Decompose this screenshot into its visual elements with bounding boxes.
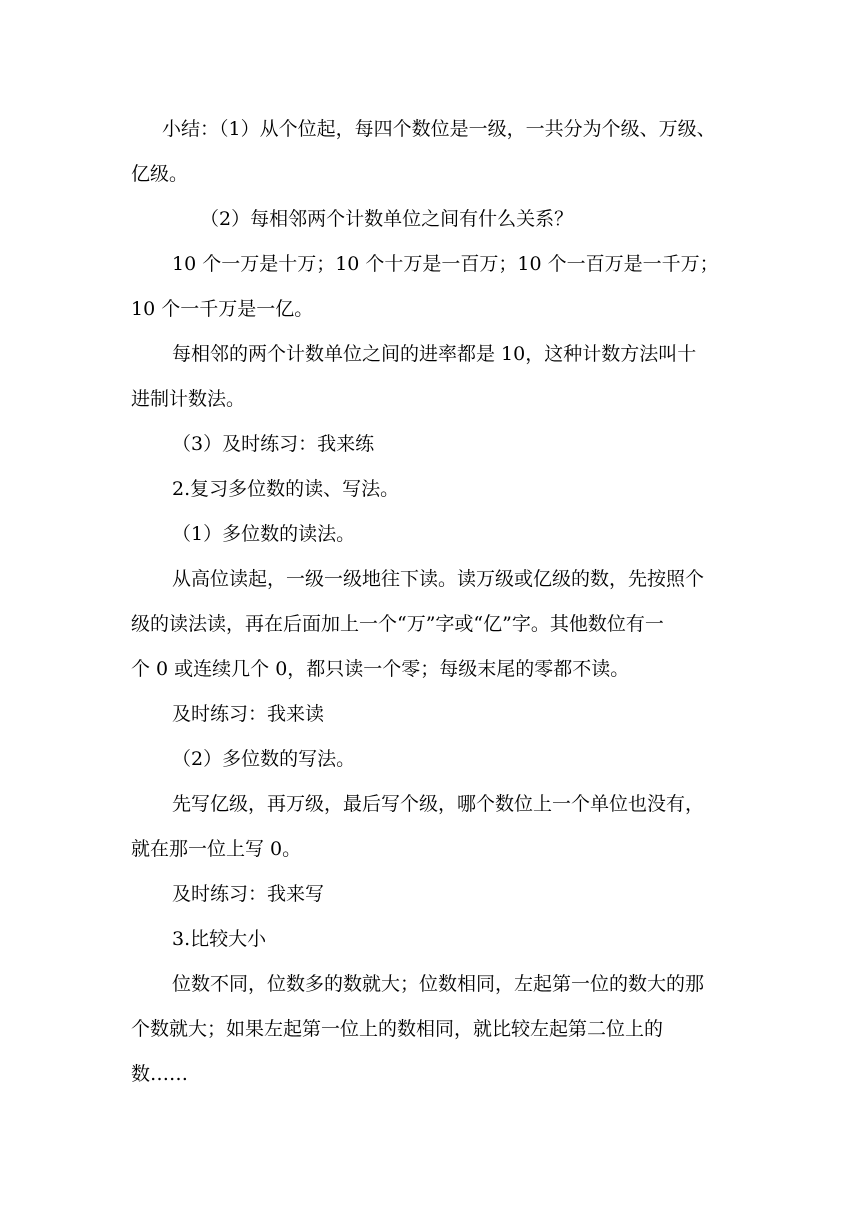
decimal-system-line-1: 每相邻的两个计数单位之间的进率都是 10，这种计数方法叫十	[172, 343, 697, 365]
decimal-system-line-2: 进制计数法。	[131, 388, 246, 410]
unit-relation-line-2: 10 个一千万是一亿。	[131, 298, 314, 320]
writing-rule-line-1: 先写亿级，再万级，最后写个级，哪个数位上一个单位也没有，	[172, 793, 705, 815]
compare-rule-line-2: 个数就大；如果左起第一位上的数相同，就比较左起第二位上的	[131, 1018, 664, 1040]
practice-writing: 及时练习：我来写	[172, 883, 325, 905]
section-2-heading: 2.复习多位数的读、写法。	[172, 478, 400, 500]
reading-rule-line-1: 从高位读起，一级一级地往下读。读万级或亿级的数，先按照个	[172, 568, 705, 590]
practice-reading: 及时练习：我来读	[172, 703, 325, 725]
reading-rule-line-3: 个 0 或连续几个 0，都只读一个零；每级末尾的零都不读。	[131, 658, 630, 680]
summary-point-1-line-2: 亿级。	[131, 163, 189, 185]
summary-point-1-line-1: 小结：（1）从个位起，每四个数位是一级，一共分为个级、万级、	[162, 118, 716, 140]
section-3-heading: 3.比较大小	[172, 928, 267, 950]
compare-rule-line-3: 数……	[131, 1063, 189, 1085]
writing-method-heading: （2）多位数的写法。	[172, 748, 356, 770]
practice-item-3: （3）及时练习：我来练	[172, 433, 375, 455]
unit-relation-line-1: 10 个一万是十万；10 个十万是一百万；10 个一百万是一千万；	[172, 253, 719, 275]
writing-rule-line-2: 就在那一位上写 0。	[131, 838, 302, 860]
reading-rule-line-2: 级的读法读，再在后面加上一个“万”字或“亿”字。其他数位有一	[131, 613, 664, 635]
compare-rule-line-1: 位数不同，位数多的数就大；位数相同，左起第一位的数大的那	[172, 973, 705, 995]
summary-point-2-question: （2）每相邻两个计数单位之间有什么关系？	[200, 208, 574, 230]
reading-method-heading: （1）多位数的读法。	[172, 523, 356, 545]
